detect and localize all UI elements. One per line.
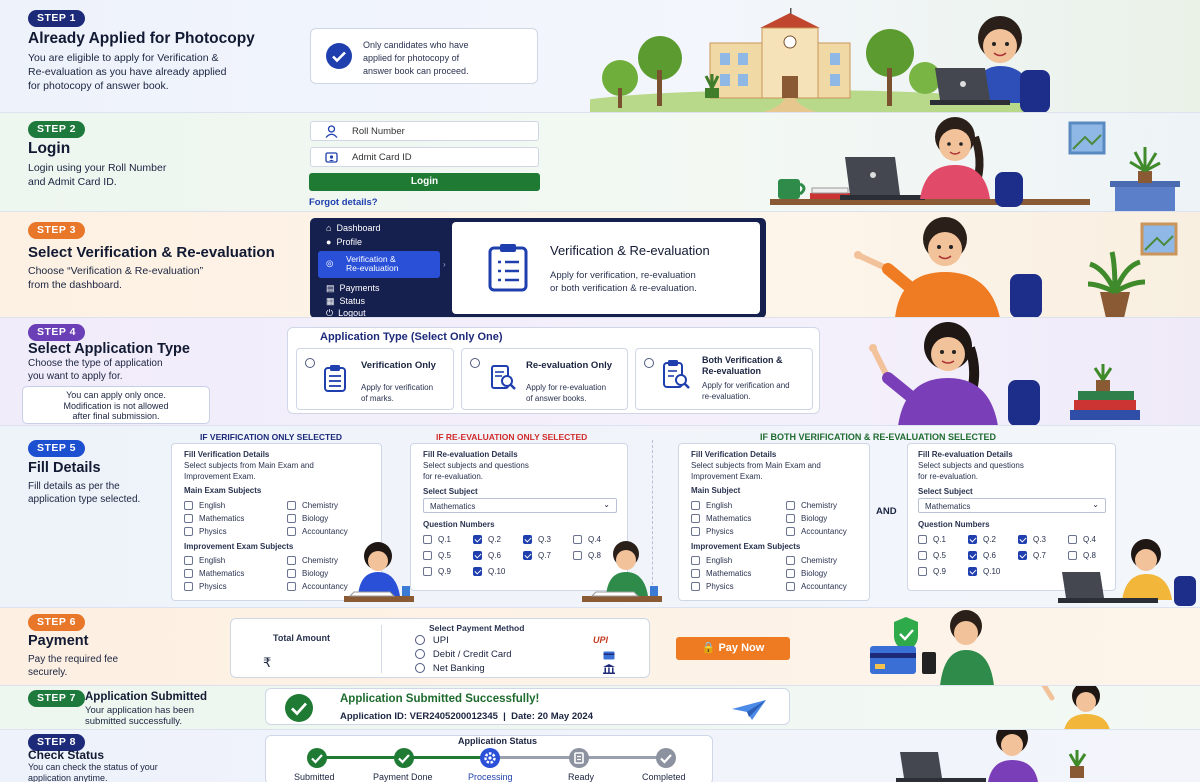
login-button[interactable]: Login: [309, 173, 540, 191]
panel-title: Verification & Re-evaluation: [550, 243, 710, 258]
menu-item-payments[interactable]: ▤ Payments: [326, 283, 380, 293]
forgot-details-link[interactable]: Forgot details?: [309, 197, 378, 208]
improvement-subject-list[interactable]: English Chemistry Mathematics Biology Physics Accountancy: [691, 554, 847, 593]
verification-only-label: IF VERIFICATION ONLY SELECTED: [200, 432, 342, 442]
question-checkbox[interactable]: [968, 567, 977, 576]
upi-radio[interactable]: [415, 635, 425, 645]
submission-success-card: [265, 688, 790, 725]
step6-badge: STEP 6: [28, 614, 85, 631]
roll-number-placeholder: Roll Number: [352, 126, 405, 137]
subject-checkbox[interactable]: [184, 582, 193, 591]
reevaluation-only-radio[interactable]: [470, 358, 480, 368]
check-circle-icon: [325, 42, 353, 70]
step7-desc: Your application has been submitted successfully.: [85, 705, 194, 727]
paper-plane-icon: [732, 699, 768, 721]
admit-card-input[interactable]: [310, 147, 539, 167]
subject-checkbox[interactable]: [786, 556, 795, 565]
subject-checkbox[interactable]: [786, 527, 795, 536]
subject-checkbox[interactable]: [287, 582, 296, 591]
step5-section: [0, 426, 1200, 608]
card-icon: [603, 651, 615, 660]
step5-badge: STEP 5: [28, 440, 85, 457]
document-search-icon: [490, 364, 518, 392]
both-label: IF BOTH VERIFICATION & RE-EVALUATION SELECTED: [760, 432, 996, 442]
both-verification-card: Fill Verification Details Select subjects from Main Exam and Improvement Exam. Main Subject English Chemistry Mathematics Biology Physics Accountancy Improvement Exam Subjects English Chemistry Mathematics Biology Physics Accountancy: [678, 443, 870, 601]
stage-completed: Completed: [642, 772, 686, 782]
step2-desc: Login using your Roll Number and Admit Card ID.: [28, 162, 167, 188]
total-amount-label: Total Amount: [273, 633, 330, 643]
status-icon: ▦: [326, 296, 335, 306]
option-title: Verification Only: [361, 360, 436, 371]
girl-writing-illustration: [340, 538, 420, 608]
menu-item-logout[interactable]: ⏻ Logout: [326, 308, 366, 318]
question-checkbox[interactable]: [918, 567, 927, 576]
submission-date: Date: 20 May 2024: [511, 711, 593, 722]
step4-section: [0, 318, 1200, 426]
panel-desc: Apply for verification, re-evaluation or both verification & re-evaluation.: [550, 270, 697, 294]
subject-checkbox[interactable]: [786, 514, 795, 523]
completed-check-icon: [655, 747, 677, 769]
subject-checkbox[interactable]: [184, 514, 193, 523]
step8-section: [0, 730, 1200, 782]
id-card-icon: [325, 151, 338, 164]
step2-section: [0, 113, 1200, 212]
user-icon: [325, 125, 338, 138]
clipboard-checklist-icon: [486, 242, 530, 292]
dashboard-mockup: [310, 218, 766, 318]
chevron-down-icon: ⌄: [603, 500, 610, 509]
verification-panel[interactable]: [452, 222, 760, 314]
improvement-subjects-heading: Improvement Exam Subjects: [691, 542, 801, 551]
step5-title: Fill Details: [28, 460, 101, 476]
payment-method-label: Select Payment Method: [429, 623, 525, 633]
both-radio[interactable]: [644, 358, 654, 368]
subject-checkbox[interactable]: [184, 556, 193, 565]
girl-laptop-illustration: [770, 117, 1200, 212]
lock-icon: 🔒: [701, 642, 716, 654]
question-checkbox[interactable]: [523, 551, 532, 560]
stage-processing: Processing: [468, 772, 513, 782]
subject-select[interactable]: Mathematics ⌄: [423, 498, 617, 513]
question-checkbox[interactable]: [1018, 551, 1027, 560]
ready-document-icon: [568, 747, 590, 769]
girl-laptop-illustration: [890, 730, 1110, 782]
pay-now-button[interactable]: 🔒 Pay Now: [676, 637, 790, 660]
logout-icon: ⏻: [326, 308, 334, 318]
main-subject-list[interactable]: English Chemistry Mathematics Biology Physics Accountancy: [691, 499, 847, 538]
method-card[interactable]: Debit / Credit Card: [415, 649, 512, 660]
step3-section: [0, 212, 1200, 318]
subject-checkbox[interactable]: [691, 556, 700, 565]
menu-item-dashboard[interactable]: ⌂ Dashboard: [326, 223, 381, 233]
roll-number-input[interactable]: [310, 121, 539, 141]
subject-checkbox[interactable]: [184, 527, 193, 536]
reevaluation-only-label: IF RE-EVALUATION ONLY SELECTED: [436, 432, 588, 442]
step6-desc: Pay the required fee securely.: [28, 654, 119, 678]
menu-item-profile[interactable]: ● Profile: [326, 237, 362, 247]
bank-icon: [603, 664, 615, 674]
menu-item-verification[interactable]: ◎ Verification & Re-evaluation: [318, 251, 440, 278]
payment-check-icon: [393, 747, 415, 769]
subject-checkbox[interactable]: [287, 514, 296, 523]
girl-celebrating-illustration: [1030, 686, 1140, 730]
success-message: Application Submitted Successfully!: [340, 693, 540, 705]
reevaluation-details-card: Fill Re-evaluation Details Select subjects and questions for re-evaluation. Select Subject Mathematics ⌄ Question Numbers Q.1 Q.2 Q.3 Q.4 Q.5 Q.6 Q.7 Q.8 Q.9 Q.10: [410, 443, 628, 591]
improvement-subject-list[interactable]: English Chemistry Mathematics Biology Physics Accountancy: [184, 554, 348, 593]
subject-checkbox[interactable]: [786, 501, 795, 510]
sidebar-menu: [310, 218, 450, 318]
subject-checkbox[interactable]: [287, 501, 296, 510]
stage-submitted: Submitted: [294, 772, 335, 782]
subject-checkbox[interactable]: [184, 501, 193, 510]
subject-checkbox[interactable]: [287, 527, 296, 536]
step7-title: Application Submitted: [85, 691, 208, 703]
user-icon: ●: [326, 237, 332, 247]
question-checkbox[interactable]: [968, 551, 977, 560]
step8-badge: STEP 8: [28, 734, 85, 751]
step4-title: Select Application Type: [28, 341, 190, 357]
method-netbanking[interactable]: Net Banking: [415, 663, 485, 674]
status-tracker: [265, 735, 713, 782]
and-label: AND: [876, 506, 897, 517]
secure-payment-illustration: [866, 608, 1066, 686]
main-exam-subjects-heading: Main Exam Subjects: [184, 486, 262, 495]
upi-logo: UPI: [593, 635, 609, 645]
subject-checkbox[interactable]: [691, 527, 700, 536]
receipt-icon: ▤: [326, 283, 335, 293]
apply-once-note: You can apply only once. Modification is not allowed after final submission.: [22, 386, 210, 424]
step2-title: Login: [28, 140, 71, 157]
subject-checkbox[interactable]: [184, 569, 193, 578]
chevron-right-icon: ›: [443, 260, 446, 269]
application-type-title: Application Type (Select Only One): [320, 331, 503, 343]
step6-section: [0, 608, 1200, 686]
question-checkbox[interactable]: [473, 567, 482, 576]
question-checkbox[interactable]: [1018, 535, 1027, 544]
subject-checkbox[interactable]: [786, 569, 795, 578]
step1-desc: You are eligible to apply for Verification & Re-evaluation as you have already applied for photocopy of answer book.: [28, 52, 227, 92]
admit-card-placeholder: Admit Card ID: [352, 152, 412, 163]
step5-desc: Fill details as per the application type selected.: [28, 481, 141, 505]
stage-ready: Ready: [568, 772, 595, 782]
subject-checkbox[interactable]: [691, 569, 700, 578]
eligibility-note: Only candidates who have applied for photocopy of answer book can proceed.: [310, 28, 538, 84]
question-checkbox[interactable]: [473, 551, 482, 560]
girl-thinking-illustration: [860, 318, 1200, 426]
step1-section: [0, 0, 1200, 113]
improvement-subjects-heading: Improvement Exam Subjects: [184, 542, 294, 551]
question-checkbox[interactable]: [473, 535, 482, 544]
currency-symbol: ₹: [263, 655, 272, 670]
question-grid[interactable]: Q.1 Q.2 Q.3 Q.4 Q.5 Q.6 Q.7 Q.8 Q.9 Q.10: [918, 532, 1118, 580]
stage-payment-done: Payment Done: [373, 772, 433, 782]
step3-title: Select Verification & Re-evaluation: [28, 244, 275, 261]
step8-title: Check Status: [28, 748, 105, 762]
school-illustration: [590, 8, 1200, 113]
subject-checkbox[interactable]: [691, 514, 700, 523]
application-type-box: [287, 327, 820, 414]
submitted-check-icon: [306, 747, 328, 769]
option-title: Both Verification & Re-evaluation: [702, 355, 783, 376]
step7-badge: STEP 7: [28, 690, 85, 707]
subject-checkbox[interactable]: [691, 582, 700, 591]
subject-select[interactable]: Mathematics ⌄: [918, 498, 1106, 513]
option-both[interactable]: [635, 348, 813, 410]
option-title: Re-evaluation Only: [526, 360, 613, 371]
step6-title: Payment: [28, 633, 89, 649]
step1-badge: STEP 1: [28, 10, 85, 27]
divider: [381, 625, 382, 673]
check-circle-icon: [284, 693, 314, 723]
option-desc: Apply for verification of marks.: [361, 383, 434, 403]
step4-badge: STEP 4: [28, 324, 85, 341]
card-radio[interactable]: [415, 649, 425, 659]
target-icon: ◎: [326, 258, 334, 268]
subject-checkbox[interactable]: [691, 501, 700, 510]
option-reevaluation-only[interactable]: [461, 348, 628, 410]
subject-checkbox[interactable]: [786, 582, 795, 591]
step8-desc: You can check the status of your application anytime.: [28, 762, 158, 782]
step7-section: [0, 686, 1200, 730]
option-verification-only[interactable]: [296, 348, 454, 410]
question-checkbox[interactable]: [523, 535, 532, 544]
girl-laptop-illustration: [1056, 536, 1200, 608]
step4-desc: Choose the type of application you want to apply for.: [28, 358, 163, 382]
processing-gear-icon: [479, 747, 501, 769]
option-desc: Apply for re-evaluation of answer books.: [526, 383, 607, 403]
home-icon: ⌂: [326, 223, 332, 233]
main-exam-subject-list[interactable]: English Chemistry Mathematics Biology Physics Accountancy: [184, 499, 348, 538]
question-checkbox[interactable]: [968, 535, 977, 544]
question-checkbox[interactable]: [423, 567, 432, 576]
question-checkbox[interactable]: [423, 535, 432, 544]
payment-card: [230, 618, 650, 678]
verification-details-card: Fill Verification Details Select subjects from Main Exam and Improvement Exam. Main Exam Subjects English Chemistry Mathematics Biology Physics Accountancy Improvement Exam Subjects English Chemistry Mathematics Biology Physics Accountancy: [171, 443, 382, 601]
question-checkbox[interactable]: [423, 551, 432, 560]
both-reevaluation-card: Fill Re-evaluation Details Select subjects and questions for re-evaluation. Select Subject Mathematics ⌄ Question Numbers Q.1 Q.2 Q.3 Q.4 Q.5 Q.6 Q.7 Q.8 Q.9 Q.10: [907, 443, 1116, 591]
question-checkbox[interactable]: [918, 551, 927, 560]
subject-checkbox[interactable]: [287, 556, 296, 565]
clipboard-checklist-icon: [323, 364, 347, 392]
subject-checkbox[interactable]: [287, 569, 296, 578]
application-id: Application ID: VER2405200012345 | Date: 20 May 2024: [340, 711, 593, 722]
step3-badge: STEP 3: [28, 222, 85, 239]
question-checkbox[interactable]: [918, 535, 927, 544]
step1-title: Already Applied for Photocopy: [28, 30, 255, 47]
status-title: Application Status: [454, 736, 541, 746]
boy-writing-illustration: [578, 538, 668, 608]
clipboard-search-icon: [662, 359, 692, 391]
option-desc: Apply for verification and re-evaluation.: [702, 381, 790, 401]
boy-pointing-illustration: [850, 214, 1200, 318]
step2-badge: STEP 2: [28, 121, 85, 138]
menu-item-status[interactable]: ▦ Status: [326, 296, 366, 306]
question-grid[interactable]: Q.1 Q.2 Q.3 Q.4 Q.5 Q.6 Q.7 Q.8 Q.9 Q.10: [423, 532, 623, 580]
verification-only-radio[interactable]: [305, 358, 315, 368]
method-upi[interactable]: UPI: [415, 635, 449, 646]
netbanking-radio[interactable]: [415, 663, 425, 673]
chevron-down-icon: ⌄: [1092, 500, 1099, 509]
main-subject-heading: Main Subject: [691, 486, 741, 495]
step3-desc: Choose “Verification & Re-evaluation” from the dashboard.: [28, 265, 204, 291]
